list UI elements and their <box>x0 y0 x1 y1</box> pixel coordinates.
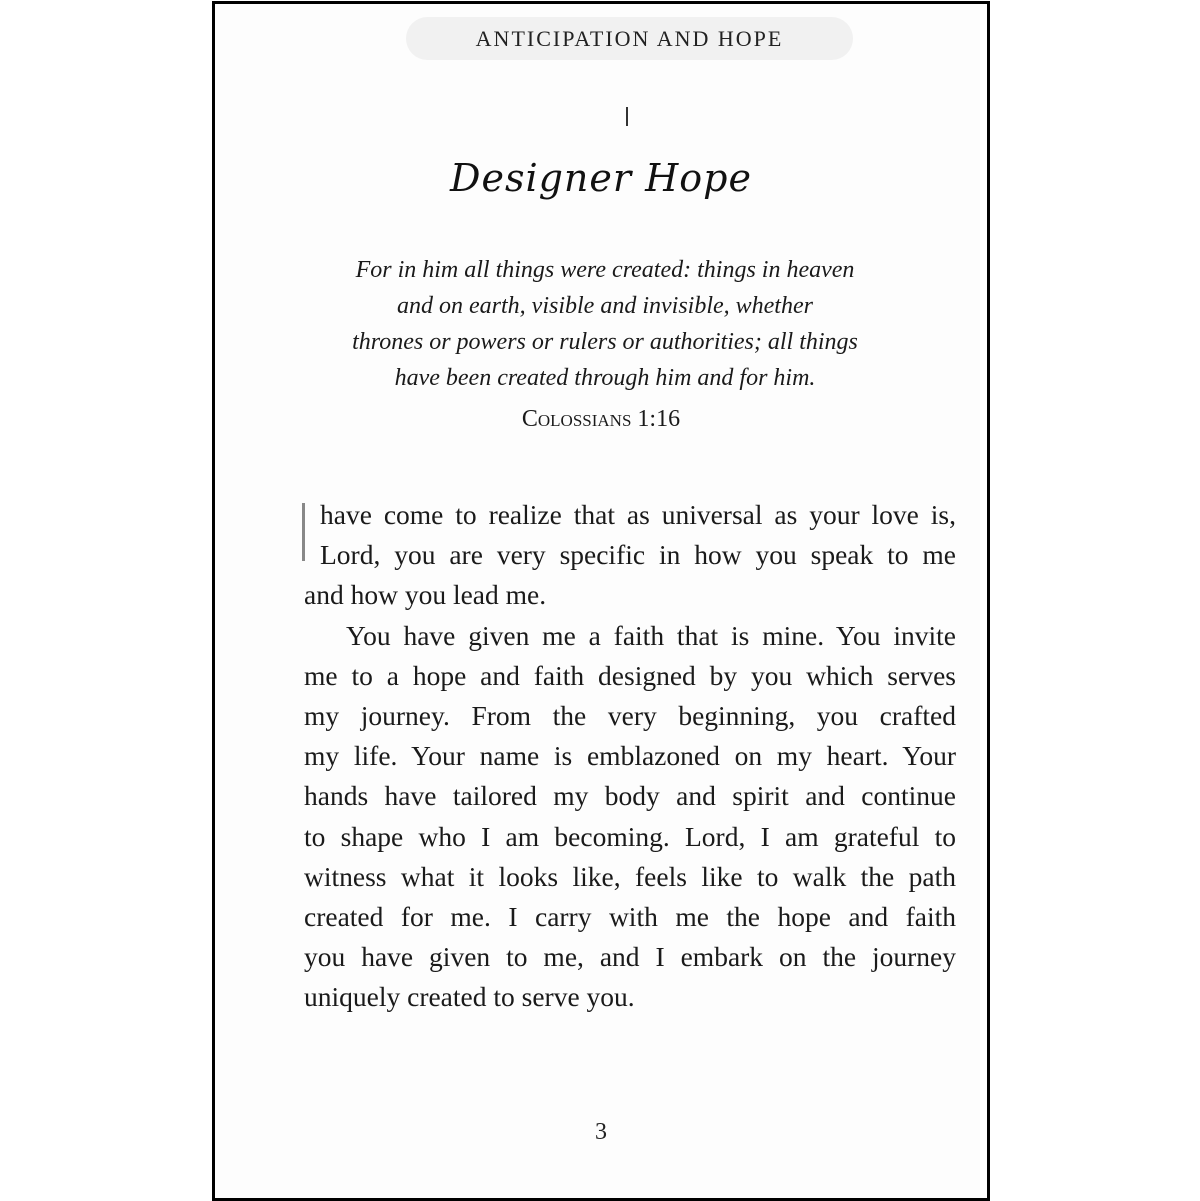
epigraph-line: For in him all things were created: things in heaven <box>355 257 855 283</box>
epigraph-line: thrones or powers or rulers or authorities; all things <box>352 329 858 355</box>
body-line: you have given to me, and I embark on the journey <box>304 941 956 973</box>
body-line: and how you lead me. <box>304 579 547 611</box>
chapter-marker-rule <box>626 107 628 126</box>
page-number: 3 <box>595 1119 607 1145</box>
body-text <box>304 495 956 1017</box>
body-line: have come to realize that as universal as your love is, <box>320 499 956 530</box>
body-line: my journey. From the very beginning, you crafted <box>304 699 956 731</box>
body-line: witness what it looks like, feels like to walk the path <box>304 860 956 892</box>
body-line: me to a hope and faith designed by you which serves <box>304 659 956 691</box>
body-line: You have given me a faith that is mine. You invite <box>346 619 956 651</box>
body-line: to shape who I am becoming. Lord, I am grateful to <box>304 820 956 852</box>
body-line: Lord, you are very specific in how you speak to me <box>320 539 956 571</box>
epigraph-quote <box>315 252 895 396</box>
epigraph-line: have been created through him and for him. <box>394 365 816 391</box>
body-line: hands have tailored my body and spirit and continue <box>304 780 956 812</box>
running-head-text: ANTICIPATION AND HOPE <box>475 25 784 51</box>
book-page <box>212 1 990 1201</box>
epigraph-citation: Colossians 1:16 <box>521 406 681 432</box>
running-head <box>406 17 853 60</box>
page-title: Designer Hope <box>450 156 752 200</box>
body-line: uniquely created to serve you. <box>304 981 635 1013</box>
body-line: my life. Your name is emblazoned on my heart. Your <box>304 740 956 772</box>
epigraph-line: and on earth, visible and invisible, whether <box>397 293 813 319</box>
body-line: created for me. I carry with me the hope and faith <box>304 900 956 932</box>
